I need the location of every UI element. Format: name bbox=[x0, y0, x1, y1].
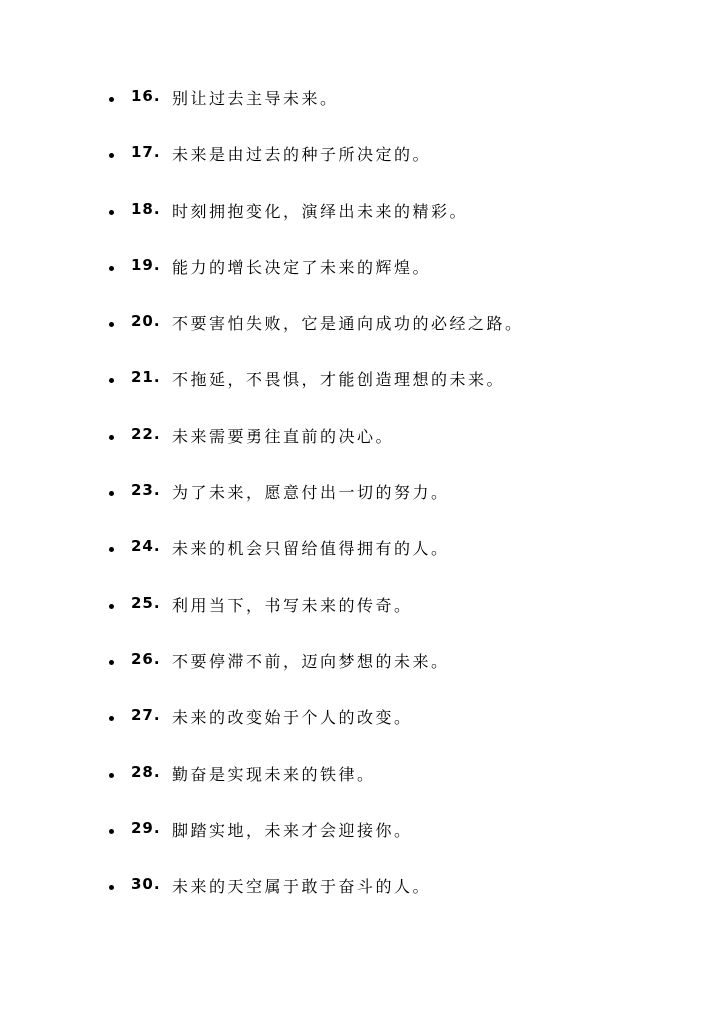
bullet-icon bbox=[109, 885, 114, 890]
list-item bbox=[0, 760, 720, 816]
item-number: 18. bbox=[131, 199, 161, 218]
bullet-icon bbox=[109, 547, 114, 552]
bullet-icon bbox=[109, 97, 114, 102]
item-text: 脚踏实地，未来才会迎接你。 bbox=[172, 820, 413, 840]
item-text: 未来的改变始于个人的改变。 bbox=[172, 708, 413, 728]
item-number: 25. bbox=[131, 593, 161, 612]
list-item bbox=[0, 647, 720, 703]
item-number: 27. bbox=[131, 706, 161, 725]
item-text: 不要停滞不前，迈向梦想的未来。 bbox=[172, 651, 450, 671]
bullet-icon bbox=[109, 153, 114, 158]
bullet-icon bbox=[109, 716, 114, 721]
item-number: 29. bbox=[131, 818, 161, 837]
item-number: 20. bbox=[131, 312, 161, 331]
list-item bbox=[0, 140, 720, 196]
item-text: 为了未来，愿意付出一切的努力。 bbox=[172, 483, 450, 503]
list-item bbox=[0, 309, 720, 365]
list-item bbox=[0, 197, 720, 253]
item-text: 别让过去主导未来。 bbox=[172, 89, 339, 108]
item-text: 利用当下，书写未来的传奇。 bbox=[172, 595, 413, 615]
bullet-icon bbox=[109, 660, 114, 665]
bullet-icon bbox=[109, 829, 114, 834]
bullet-icon bbox=[109, 322, 114, 327]
quote-list bbox=[0, 84, 720, 928]
item-number: 16. bbox=[131, 87, 161, 105]
item-text: 能力的增长决定了未来的辉煌。 bbox=[172, 257, 432, 277]
item-text: 不要害怕失败，它是通向成功的必经之路。 bbox=[172, 314, 524, 334]
bullet-icon bbox=[109, 491, 114, 496]
bullet-icon bbox=[109, 604, 114, 609]
bullet-icon bbox=[109, 266, 114, 271]
bullet-icon bbox=[109, 773, 114, 778]
item-number: 26. bbox=[131, 649, 161, 668]
list-item bbox=[0, 534, 720, 590]
item-number: 24. bbox=[131, 537, 161, 556]
list-item bbox=[0, 478, 720, 534]
item-number: 22. bbox=[131, 424, 161, 443]
list-item bbox=[0, 422, 720, 478]
item-number: 30. bbox=[131, 875, 161, 894]
item-number: 23. bbox=[131, 481, 161, 500]
item-text: 时刻拥抱变化，演绎出未来的精彩。 bbox=[172, 201, 469, 221]
list-item bbox=[0, 253, 720, 309]
item-text: 勤奋是实现未来的铁律。 bbox=[172, 764, 376, 784]
item-number: 28. bbox=[131, 762, 161, 781]
item-text: 未来是由过去的种子所决定的。 bbox=[172, 145, 432, 165]
list-item bbox=[0, 872, 720, 928]
list-item bbox=[0, 84, 720, 140]
item-text: 未来的机会只留给值得拥有的人。 bbox=[172, 539, 450, 559]
bullet-icon bbox=[109, 435, 114, 440]
item-text: 未来的天空属于敢于奋斗的人。 bbox=[172, 877, 432, 897]
item-text: 不拖延，不畏惧，才能创造理想的未来。 bbox=[172, 370, 506, 390]
list-item bbox=[0, 365, 720, 421]
bullet-icon bbox=[109, 378, 114, 383]
list-item bbox=[0, 591, 720, 647]
item-number: 19. bbox=[131, 255, 161, 274]
item-number: 17. bbox=[131, 143, 161, 162]
list-item bbox=[0, 703, 720, 759]
list-item bbox=[0, 816, 720, 872]
item-number: 21. bbox=[131, 368, 161, 387]
bullet-icon bbox=[109, 210, 114, 215]
item-text: 未来需要勇往直前的决心。 bbox=[172, 426, 395, 446]
